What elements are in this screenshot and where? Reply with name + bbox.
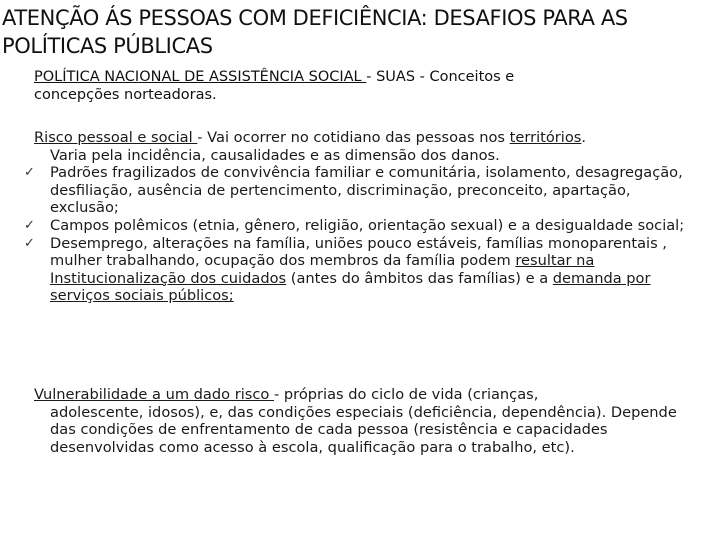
- bullet-text-b: (antes do âmbitos das famílias) e a: [286, 269, 553, 287]
- list-item: [24, 234, 704, 305]
- checkmark-icon: ✓: [24, 217, 35, 233]
- subtitle-line2: concepções norteadoras.: [34, 87, 217, 103]
- risco-intro: [34, 129, 704, 147]
- institucionalizacao-term: resultar na Institucionalização dos cuidados: [50, 252, 595, 287]
- risco-intro-a: - Vai ocorrer no cotidiano das pessoas nos: [197, 129, 510, 146]
- demanda-term: demanda por serviços sociais públicos;: [50, 269, 651, 305]
- subtitle-underlined: POLÍTICA NACIONAL DE ASSISTÊNCIA SOCIAL: [34, 69, 367, 85]
- risco-bullets: [24, 164, 704, 305]
- bullet-text: Campos polêmicos (etnia, gênero, religião, orientação sexual) e a desigualdade social;: [50, 216, 685, 234]
- risco-heading: Risco pessoal e social: [34, 129, 198, 146]
- vulnerabilidade-line1: [34, 386, 704, 404]
- list-item: [24, 164, 704, 217]
- list-item: [24, 216, 704, 235]
- bullet-text: Padrões fragilizados de convivência familiar e comunitária, isolamento, desagregação, desfiliação, ausência de pertencimento, discriminação, preconceito, apartação, exclusão;: [50, 164, 683, 217]
- bullet-text-a: Desemprego, alterações na família, uniões pouco estáveis, famílias monoparentais , mulher trabalhando, ocupação dos membros da família podem: [50, 234, 667, 270]
- territorios-term: territórios: [509, 129, 582, 146]
- vulnerabilidade-text-rest: adolescente, idosos), e, das condições especiais (deficiência, dependência). Depende das condições de enfrentamento de cada pessoa (resistência e capacidades desenvolvidas como acesso à escola, qualificação para o trabalho, etc).: [50, 403, 677, 456]
- vulnerabilidade-heading: Vulnerabilidade a um dado risco: [34, 386, 274, 403]
- vulnerabilidade-text-line1: - próprias do ciclo de vida (crianças,: [273, 386, 539, 403]
- checkmark-icon: ✓: [24, 235, 35, 251]
- page-title: ATENÇÃO ÁS PESSOAS COM DEFICIÊNCIA: DESAFIOS PARA AS POLÍTICAS PÚBLICAS: [2, 6, 628, 58]
- risco-section: [24, 129, 704, 305]
- risco-intro-b: .: [581, 129, 587, 146]
- risco-intro-line2: Varia pela incidência, causalidades e as dimensão dos danos.: [50, 146, 500, 164]
- checkmark-icon: ✓: [24, 165, 35, 181]
- subtitle: [34, 68, 704, 104]
- subtitle-rest: - SUAS - Conceitos e: [366, 69, 515, 85]
- vulnerabilidade-section: [34, 386, 704, 456]
